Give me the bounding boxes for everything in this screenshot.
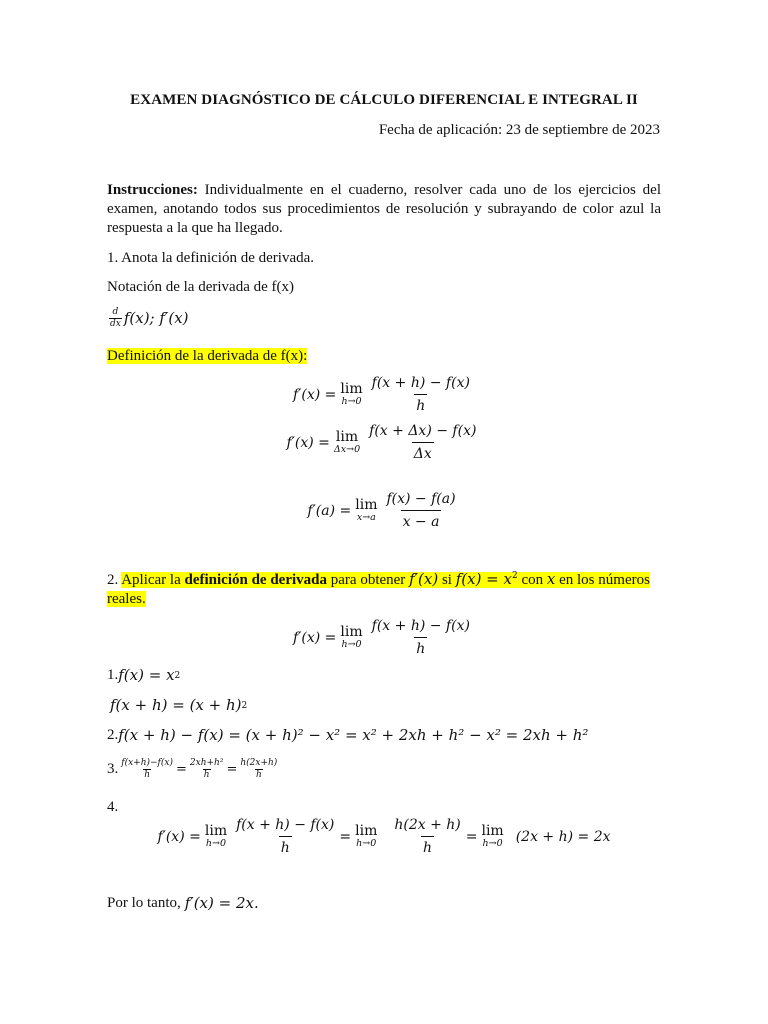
limit-operator: lim h→0 — [340, 624, 363, 650]
definition-equation-h: f′(x) = lim h→0 $\frac{f(x + h) - f(x)}{h}$ — [293, 375, 470, 414]
definition-equation-a: f′(a) = lim x→a $\frac{f(x) - f(a)}{x - a}$ — [307, 491, 456, 530]
step-1: 1. f(x) = x 2 — [107, 666, 181, 684]
step-2: 2. f(x + h) − f(x) = (x + h)² − x² = x² + 2xh + h² − x² = 2xh + h² — [107, 726, 589, 744]
instructions-label: Instrucciones: — [107, 182, 198, 198]
exam-title: EXAMEN DIAGNÓSTICO DE CÁLCULO DIFERENCIAL E INTEGRAL II — [130, 92, 638, 108]
difference-quotient: $\frac{f(x + h) - f(x)}{h}$ — [371, 375, 470, 414]
q2-definition-equation: f′(x) = lim h→0 $\frac{f(x + h) - f(x)}{h}$ — [293, 618, 470, 657]
step-1b: f(x + h) = (x + h) 2 — [110, 696, 248, 714]
limit-operator: lim h→0 — [340, 381, 363, 407]
definition-label: Definición de la derivada de f(x): — [107, 348, 308, 364]
step-4-equation: f′(x) = lim h→0 $\frac{f(x + h) - f(x)}{h}$ = lim h→0 $\frac{h(2x + h)}{h}$ = lim h→0 (2x + h) = 2x — [157, 817, 611, 856]
limit-operator: lim x→a — [355, 497, 378, 523]
notation-label: Notación de la derivada de f(x) — [107, 279, 294, 295]
difference-quotient: $\frac{f(x + \Delta x) - f(x)}{\Delta x}$ — [369, 423, 477, 462]
step-3: 3. $\frac{f(x+h)-f(x)}{h}$ = $\frac{\text{2xh+h²}}{h}$ = $\frac{h(2x+h)}{h}$ — [107, 758, 278, 780]
question-2-prompt: 2. Aplicar la definición de derivada para obtener f′(x) si $f(x) = x^2$ con x en los números reales. — [107, 570, 650, 607]
conclusion: Por lo tanto, f′(x) = 2x. — [107, 894, 259, 912]
definition-equation-delta: f′(x) = lim Δx→0 $\frac{f(x + \Delta x) - f(x)}{\Delta x}$ — [286, 423, 477, 462]
instructions-paragraph — [107, 181, 661, 238]
difference-quotient: $\frac{f(x + h) - f(x)}{h}$ — [371, 618, 470, 657]
application-date: Fecha de aplicación: 23 de septiembre de 2023 — [378, 122, 660, 138]
notation-d-fraction: $\frac{d}{dx}$ — [110, 307, 121, 329]
notation-rest: f(x); f′(x) — [123, 309, 189, 327]
instructions-text: Individualmente en el cuaderno, resolver cada uno de los ejercicios del examen, anotando todos sus procedimientos de resolución y subrayando de color azul la respuesta a la que ha llegado. — [107, 182, 661, 236]
difference-quotient: $\frac{f(x) - f(a)}{x - a}$ — [386, 491, 456, 530]
question-1-prompt: 1. Anota la definición de derivada. — [107, 250, 315, 266]
notation-expression — [107, 307, 189, 330]
step-4-label: 4. — [107, 799, 119, 815]
limit-operator: lim Δx→0 — [333, 429, 361, 455]
